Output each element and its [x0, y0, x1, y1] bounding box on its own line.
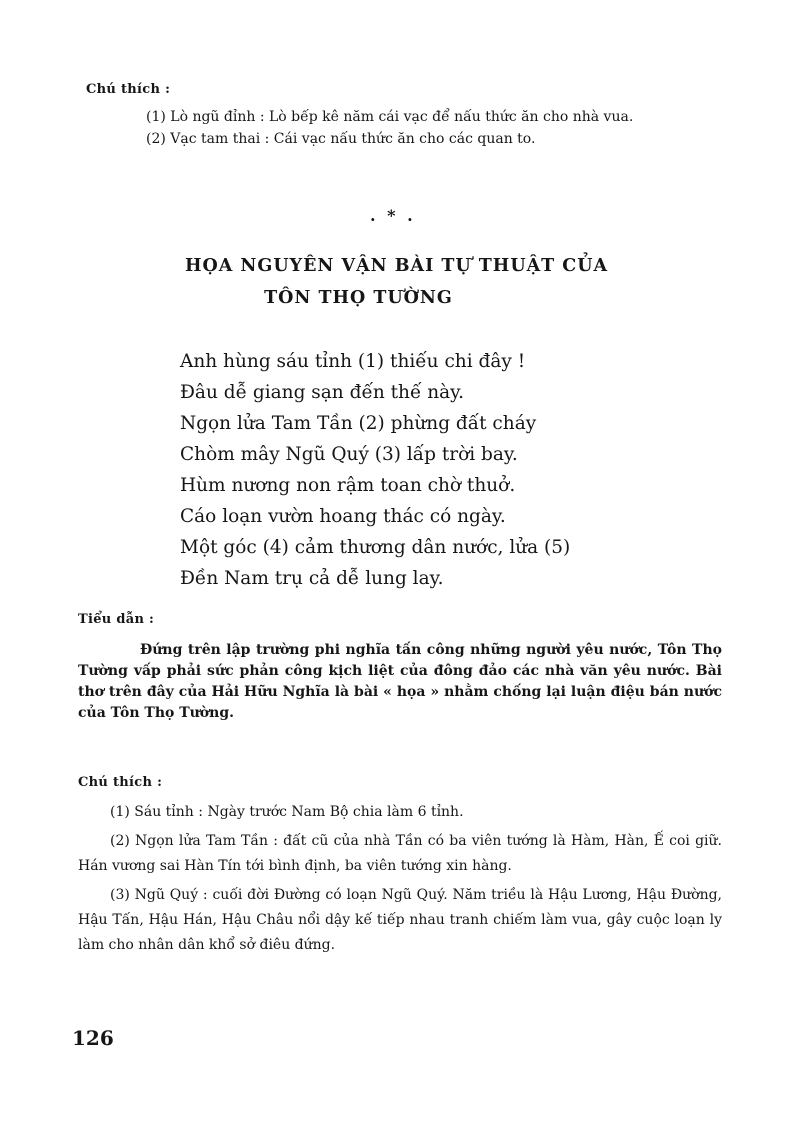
intro-text: Đứng trên lập trường phi nghĩa tấn công những người yêu nước, Tôn Thọ Tường vấp phải sức phản công kịch liệt của đông đảo các nhà văn yêu nước. Bài thơ trên đây của Hải Hữu Nghĩa là bài « họa » nhằm chống lại luận điệu bán nước của Tôn Thọ Tường.: [78, 642, 722, 721]
poem-line: Đâu dễ giang sạn đến thế này.: [180, 382, 465, 403]
intro-heading: Tiểu dẫn :: [78, 612, 155, 627]
poem-line: Cáo loạn vườn hoang thác có ngày.: [180, 506, 506, 527]
intro-text-block: [78, 640, 722, 724]
poem-line: Ngọn lửa Tam Tần (2) phừng đất cháy: [180, 413, 537, 434]
poem-title-line2: TÔN THỌ TƯỜNG: [264, 288, 453, 308]
top-note-item: (2) Vạc tam thai : Cái vạc nấu thức ăn cho các quan to.: [146, 131, 536, 147]
poem-line: Hùm nương non rậm toan chờ thuở.: [180, 475, 516, 496]
poem-title-line1: HỌA NGUYÊN VẬN BÀI TỰ THUẬT CỦA: [184, 256, 609, 276]
top-notes-heading: Chú thích :: [86, 82, 171, 97]
poem-body: [180, 346, 570, 594]
bottom-note-item: (3) Ngũ Quý : cuối đời Đường có loạn Ngũ Quý. Năm triều là Hậu Lương, Hậu Đường, Hậu Tấn, Hậu Hán, Hậu Châu nổi dậy kế tiếp nhau tranh chiếm làm vua, gây cuộc loạn ly làm cho nhân dân khổ sở điêu đứng.: [78, 887, 722, 953]
poem-line: Một góc (4) cảm thương dân nước, lửa (5): [180, 537, 571, 558]
bottom-notes: [78, 800, 722, 962]
poem-line: Đền Nam trụ cả dễ lung lay.: [180, 568, 444, 589]
section-ornament: . * .: [370, 206, 416, 225]
top-notes: [86, 106, 720, 150]
poem-line: Anh hùng sáu tỉnh (1) thiếu chi đây !: [180, 351, 526, 372]
top-note-item: (1) Lò ngũ đỉnh : Lò bếp kê năm cái vạc để nấu thức ăn cho nhà vua.: [146, 109, 634, 125]
bottom-notes-heading: Chú thích :: [78, 775, 163, 790]
poem-line: Chòm mây Ngũ Quý (3) lấp trời bay.: [180, 444, 518, 465]
page-number: 126: [72, 1026, 114, 1050]
bottom-note-item: (1) Sáu tỉnh : Ngày trước Nam Bộ chia làm 6 tỉnh.: [110, 804, 464, 820]
bottom-note-item: (2) Ngọn lửa Tam Tần : đất cũ của nhà Tần có ba viên tướng là Hàm, Hàn, Ế coi giữ. Hán vương sai Hàn Tín tới bình định, ba viên tướng xin hàng.: [78, 833, 722, 874]
